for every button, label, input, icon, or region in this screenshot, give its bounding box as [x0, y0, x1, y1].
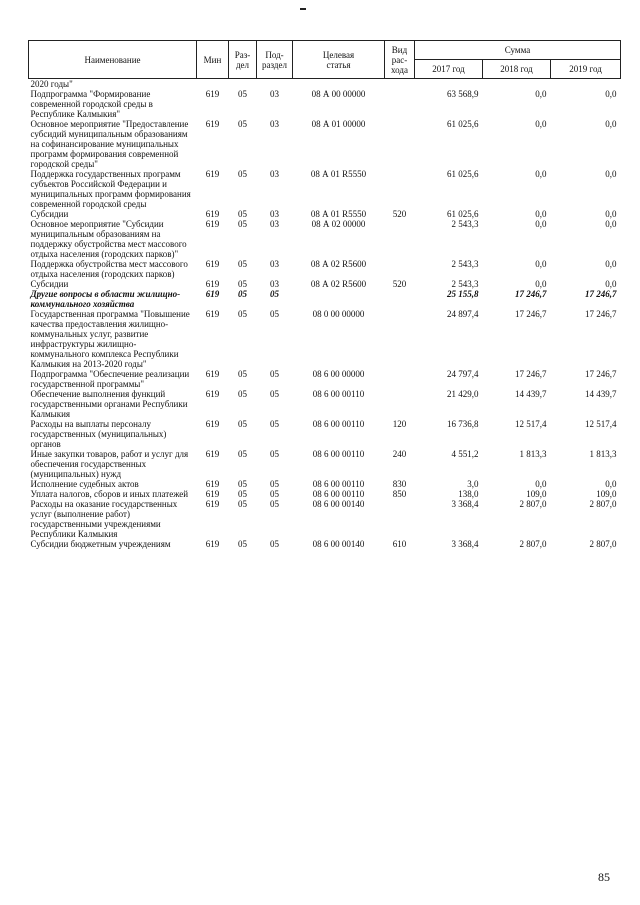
cell-vid-raskhoda — [385, 289, 415, 309]
header-name: Наименование — [29, 41, 197, 79]
table-row — [29, 209, 621, 219]
cell-vid-raskhoda — [385, 499, 415, 539]
cell-sum-2018: 17 246,7 — [515, 289, 547, 299]
cell-sum-2017: 61 025,6 — [447, 119, 479, 129]
cell-sum-2017: 61 025,6 — [447, 209, 479, 219]
cell-sum-2017: 4 551,2 — [451, 449, 479, 459]
cell-celevaya-statya: 08 6 00 00110 — [312, 389, 365, 399]
cell-celevaya-statya: 08 А 02 R5600 — [310, 259, 367, 269]
cell-sum-2019: 0,0 — [605, 219, 617, 229]
cell-sum-2017: 24 897,4 — [447, 309, 479, 319]
cell-name: Иные закупки товаров, работ и услуг для обеспечения государственных (муниципальных) нужд — [30, 449, 189, 479]
cell-razdel: 05 — [238, 119, 247, 129]
cell-podrazdel: 03 — [270, 259, 279, 269]
table-row — [29, 389, 621, 419]
cell-podrazdel: 05 — [270, 499, 279, 509]
cell-razdel: 05 — [238, 419, 247, 429]
cell-name: Расходы на оказание государственных услуг (выполнение работ) государственными учреждениями Республики Калмыкия — [30, 499, 178, 539]
cell-razdel: 05 — [238, 389, 247, 399]
cell-sum-2018: 0,0 — [535, 279, 547, 289]
cell-sum-2019 — [551, 79, 621, 90]
cell-sum-2019: 2 807,0 — [589, 499, 617, 509]
cell-podrazdel: 03 — [270, 279, 279, 289]
cell-celevaya-statya: 08 А 01 R5550 — [310, 169, 367, 179]
table-row — [29, 259, 621, 279]
cell-min: 619 — [205, 89, 220, 99]
table-row — [29, 479, 621, 489]
cell-sum-2017 — [415, 79, 483, 90]
table-body — [29, 79, 621, 550]
header-min: Мин — [197, 41, 229, 79]
cell-sum-2018: 0,0 — [535, 89, 547, 99]
cell-sum-2019: 0,0 — [605, 209, 617, 219]
page-number: 85 — [598, 870, 610, 884]
table-row — [29, 289, 621, 309]
header-razdel: Раз- дел — [229, 41, 257, 79]
cell-vid-raskhoda: 520 — [392, 279, 407, 289]
cell-sum-2019: 17 246,7 — [585, 289, 617, 299]
cell-podrazdel: 05 — [270, 369, 279, 379]
cell-celevaya-statya: 08 6 00 00000 — [312, 369, 365, 379]
cell-sum-2018: 0,0 — [535, 169, 547, 179]
cell-min: 619 — [205, 309, 220, 319]
cell-sum-2018: 109,0 — [526, 489, 547, 499]
cell-min: 619 — [205, 369, 220, 379]
cell-podrazdel: 05 — [270, 479, 279, 489]
cell-sum-2019: 0,0 — [605, 479, 617, 489]
cell-podrazdel: 05 — [270, 539, 279, 549]
table-row — [29, 279, 621, 289]
cell-sum-2018: 0,0 — [535, 479, 547, 489]
budget-table-sheet — [28, 40, 620, 549]
cell-vid-raskhoda — [385, 309, 415, 369]
cell-celevaya-statya: 08 А 01 00000 — [311, 119, 366, 129]
cell-sum-2019: 0,0 — [605, 279, 617, 289]
cell-sum-2019: 1 813,3 — [589, 449, 617, 459]
cell-razdel: 05 — [238, 309, 247, 319]
cell-sum-2017: 63 568,9 — [447, 89, 479, 99]
table-header — [29, 41, 621, 79]
cell-sum-2019: 0,0 — [605, 259, 617, 269]
cell-name: Поддержка государственных программ субъектов Российской Федерации и муниципальных программ формирования современной городской среды — [30, 169, 191, 209]
cell-name: Субсидии — [30, 279, 69, 289]
cell-celevaya-statya: 08 6 00 00140 — [312, 539, 365, 549]
cell-sum-2017: 24 797,4 — [447, 369, 479, 379]
header-summa: Сумма — [415, 41, 621, 60]
cell-sum-2019: 17 246,7 — [585, 369, 617, 379]
cell-podrazdel: 03 — [270, 89, 279, 99]
cell-vid-raskhoda: 830 — [392, 479, 407, 489]
table-row — [29, 309, 621, 369]
cell-sum-2018: 0,0 — [535, 209, 547, 219]
cell-sum-2018: 0,0 — [535, 119, 547, 129]
cell-sum-2019: 109,0 — [596, 489, 617, 499]
table-row — [29, 539, 621, 549]
cell-name: Другие вопросы в области жилищно-коммунального хозяйства — [30, 289, 181, 309]
cell-sum-2019: 0,0 — [605, 169, 617, 179]
table-row — [29, 419, 621, 449]
cell-razdel — [229, 79, 257, 90]
cell-min: 619 — [205, 539, 220, 549]
cell-name: Поддержка обустройства мест массового отдыха населения (городских парков) — [30, 259, 188, 279]
cell-name: Обеспечение выполнения функций государственными органами Республики Калмыкия — [30, 389, 188, 419]
cell-sum-2019: 12 517,4 — [585, 419, 617, 429]
cell-vid-raskhoda — [385, 119, 415, 169]
cell-name: Государственная программа "Повышение качества предоставления жилищно-коммунальных услуг, развитие инфраструктуры жилищно-коммунального комплекса Республики Калмыкия на 2013-2020 годы" — [30, 309, 190, 369]
cell-sum-2017: 2 543,3 — [451, 259, 479, 269]
cell-podrazdel: 05 — [270, 289, 279, 299]
cell-min: 619 — [205, 499, 220, 509]
cell-celevaya-statya: 08 6 00 00140 — [312, 499, 365, 509]
cell-min: 619 — [205, 449, 220, 459]
cell-sum-2017: 3 368,4 — [451, 499, 479, 509]
table-row — [29, 79, 621, 90]
cell-vid-raskhoda: 240 — [392, 449, 407, 459]
cell-podrazdel: 05 — [270, 419, 279, 429]
cell-min: 619 — [205, 479, 220, 489]
cell-sum-2018: 14 439,7 — [515, 389, 547, 399]
cell-celevaya-statya — [293, 79, 385, 90]
cell-razdel: 05 — [238, 89, 247, 99]
top-dash-mark — [300, 8, 306, 10]
cell-sum-2018: 2 807,0 — [519, 539, 547, 549]
cell-vid-raskhoda: 520 — [392, 209, 407, 219]
header-podrazdel: Под- раздел — [257, 41, 293, 79]
cell-name: Исполнение судебных актов — [30, 479, 139, 489]
cell-min: 619 — [205, 279, 220, 289]
cell-sum-2017: 61 025,6 — [447, 169, 479, 179]
cell-razdel: 05 — [238, 209, 247, 219]
cell-name: Расходы на выплаты персоналу государственных (муниципальных) органов — [30, 419, 167, 449]
table-row — [29, 169, 621, 209]
cell-razdel: 05 — [238, 449, 247, 459]
cell-sum-2018: 2 807,0 — [519, 499, 547, 509]
header-2018: 2018 год — [483, 60, 551, 79]
cell-min: 619 — [205, 289, 220, 299]
header-vid-raskhoda: Вид рас- хода — [385, 41, 415, 79]
cell-podrazdel: 05 — [270, 489, 279, 499]
cell-razdel: 05 — [238, 279, 247, 289]
cell-podrazdel: 03 — [270, 169, 279, 179]
cell-podrazdel: 03 — [270, 119, 279, 129]
cell-vid-raskhoda — [385, 219, 415, 259]
cell-podrazdel: 05 — [270, 389, 279, 399]
cell-podrazdel: 03 — [270, 209, 279, 219]
cell-razdel: 05 — [238, 169, 247, 179]
cell-celevaya-statya: 08 А 02 R5600 — [310, 279, 367, 289]
cell-podrazdel: 03 — [270, 219, 279, 229]
cell-sum-2017: 21 429,0 — [447, 389, 479, 399]
cell-celevaya-statya: 08 6 00 00110 — [312, 479, 365, 489]
cell-vid-raskhoda — [385, 369, 415, 389]
cell-razdel: 05 — [238, 489, 247, 499]
cell-sum-2017: 3,0 — [467, 479, 479, 489]
table-row — [29, 449, 621, 479]
cell-razdel: 05 — [238, 219, 247, 229]
cell-celevaya-statya: 08 0 00 00000 — [312, 309, 365, 319]
cell-sum-2017: 138,0 — [458, 489, 479, 499]
cell-sum-2018: 1 813,3 — [519, 449, 547, 459]
cell-sum-2019: 17 246,7 — [585, 309, 617, 319]
cell-vid-raskhoda — [385, 259, 415, 279]
cell-sum-2017: 2 543,3 — [451, 279, 479, 289]
cell-min: 619 — [205, 119, 220, 129]
cell-min — [197, 79, 229, 90]
cell-razdel: 05 — [238, 539, 247, 549]
cell-min: 619 — [205, 259, 220, 269]
cell-razdel: 05 — [238, 369, 247, 379]
cell-sum-2019: 0,0 — [605, 119, 617, 129]
cell-razdel: 05 — [238, 289, 247, 299]
header-2019: 2019 год — [551, 60, 621, 79]
cell-name: Основное мероприятие "Предоставление субсидий муниципальным образованиям на софинансирование муниципальных программ формирования современной городской среды" — [30, 119, 189, 169]
cell-name: Основное мероприятие "Субсидии муниципальным образованиям на поддержку обустройства мест массового отдыха населения (городских парков)" — [30, 219, 187, 259]
cell-name: 2020 годы" — [30, 79, 73, 89]
cell-min: 619 — [205, 419, 220, 429]
cell-celevaya-statya: 08 6 00 00110 — [312, 449, 365, 459]
cell-vid-raskhoda — [385, 169, 415, 209]
table-row — [29, 89, 621, 119]
cell-sum-2017: 25 155,8 — [447, 289, 479, 299]
cell-celevaya-statya: 08 6 00 00110 — [312, 489, 365, 499]
cell-min: 619 — [205, 489, 220, 499]
cell-vid-raskhoda — [385, 389, 415, 419]
cell-name: Подпрограмма "Обеспечение реализации государственной программы" — [30, 369, 190, 389]
cell-vid-raskhoda: 120 — [392, 419, 407, 429]
cell-vid-raskhoda — [385, 79, 415, 90]
header-2017: 2017 год — [415, 60, 483, 79]
cell-celevaya-statya — [293, 289, 385, 309]
cell-podrazdel — [257, 79, 293, 90]
cell-min: 619 — [205, 169, 220, 179]
table-row — [29, 119, 621, 169]
cell-name: Субсидии бюджетным учреждениям — [30, 539, 171, 549]
cell-sum-2017: 16 736,8 — [447, 419, 479, 429]
cell-sum-2018: 0,0 — [535, 219, 547, 229]
cell-celevaya-statya: 08 А 02 00000 — [311, 219, 366, 229]
cell-sum-2019: 14 439,7 — [585, 389, 617, 399]
cell-name: Уплата налогов, сборов и иных платежей — [30, 489, 189, 499]
cell-celevaya-statya: 08 А 01 R5550 — [310, 209, 367, 219]
budget-table — [28, 40, 621, 549]
table-row — [29, 219, 621, 259]
cell-sum-2017: 2 543,3 — [451, 219, 479, 229]
cell-sum-2018: 17 246,7 — [515, 369, 547, 379]
cell-sum-2018: 0,0 — [535, 259, 547, 269]
cell-vid-raskhoda — [385, 89, 415, 119]
cell-razdel: 05 — [238, 479, 247, 489]
cell-min: 619 — [205, 389, 220, 399]
cell-podrazdel: 05 — [270, 449, 279, 459]
cell-celevaya-statya: 08 А 00 00000 — [311, 89, 366, 99]
cell-vid-raskhoda: 850 — [392, 489, 407, 499]
cell-sum-2018 — [483, 79, 551, 90]
cell-razdel: 05 — [238, 259, 247, 269]
table-row — [29, 369, 621, 389]
cell-sum-2017: 3 368,4 — [451, 539, 479, 549]
cell-sum-2019: 2 807,0 — [589, 539, 617, 549]
cell-sum-2019: 0,0 — [605, 89, 617, 99]
cell-sum-2018: 17 246,7 — [515, 309, 547, 319]
header-celevaya-statya: Целевая статья — [293, 41, 385, 79]
table-row — [29, 499, 621, 539]
cell-name: Подпрограмма "Формирование современной городской среды в Республике Калмыкия" — [30, 89, 153, 119]
cell-celevaya-statya: 08 6 00 00110 — [312, 419, 365, 429]
cell-name: Субсидии — [30, 209, 69, 219]
cell-podrazdel: 05 — [270, 309, 279, 319]
cell-sum-2018: 12 517,4 — [515, 419, 547, 429]
cell-min: 619 — [205, 219, 220, 229]
cell-razdel: 05 — [238, 499, 247, 509]
cell-min: 619 — [205, 209, 220, 219]
cell-vid-raskhoda: 610 — [392, 539, 407, 549]
table-row — [29, 489, 621, 499]
